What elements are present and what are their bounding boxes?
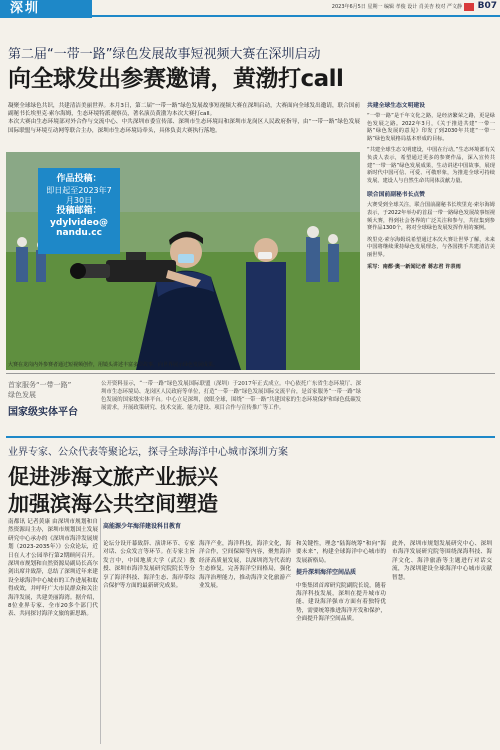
callout-deadline-2: 月30日 <box>65 196 93 205</box>
story2-column-4-text-2: 中集集团首席研究院副院长说，随着海洋科技发展，深圳在提升城市功能、建设海洋强市方面有着独特优势，需要统筹推进海洋开发和保护，全面提升海洋空间品质。 <box>296 582 386 623</box>
quote-paragraph: 公开资料显示，“一带一路”绿色发展国际联盟（深圳）于2017年正式成立。中心依托广东省生态环境厅、深圳市生态环境局、龙岗区人民政府等单位，打造“一带一路”绿色发展国际交流平台，是首家服务“一带一路”绿色发展的国家级实体平台。中心立足深圳，放眼全球，围绕“一带一路”共建国家的生态环境保护和绿色低碳发展需求，开展政策研究、技术交流、能力建设、项目合作与宣传推广等工作。 <box>101 381 361 411</box>
sidebar-paragraph-3: 大赛受到全球关注，联合国前副秘书长埃里克·索尔海姆表示，于2022年举办的首届一带一路绿色发展故事短视频大赛，得到社会各界的广泛关注和参与，共征集到参赛作品1300个，将对全球绿色发展发挥作用的案例。 <box>367 202 495 232</box>
story2-column-5: 此外，深圳市规划发展研究中心、深圳市海洋发展研究院等围绕深海科技、海洋文化、海洋旅游等主题进行对话交流，为深圳建设全球海洋中心城市贡献智慧。 <box>392 541 492 581</box>
submission-callout <box>38 168 120 254</box>
story1-headline: 向全球发出参赛邀请，黄渤打call <box>8 66 344 92</box>
sidebar-title-1: 共建全球生态文明建设 <box>367 103 425 109</box>
promo-line-1: 首家服务“一带一路” <box>8 381 72 389</box>
sidebar-paragraph-1: “一带一路”是千年文化之路，是经济繁荣之路，更是绿色发展之路。2022年3月，《关于推进共建“一带一路”绿色发展的意见》印发了到2030年共建“一带一路”绿色发展格局基本形成的目标。 <box>367 113 495 142</box>
sidebar-paragraph-4: 埃里克·索尔海姆说希望通过本次大赛让世界了解，未来中国将继续秉持绿色发展理念，与各国携手共建清洁美丽世界。 <box>367 236 495 258</box>
story2-headline-1: 促进涉海文旅产业振兴 <box>8 465 218 489</box>
lead-paragraph-1: 凝聚全球绿色共识，共建清洁美丽世界。本月3日，第二届“一带一路”绿色发展故事短视频大赛在深圳启动，大赛面向全球发出邀请，联合国前副秘书长埃里克·索尔海姆，生态环境特派观察员，著名演员黄渤为本次大赛打call。 <box>8 103 360 118</box>
callout-email-label: 投稿邮箱： <box>56 206 102 216</box>
story2-column-2: 论坛分设开幕致辞、演讲环节、专家对话、公众发言等环节。在专家主旨发言中，中国地质大学（武汉）教授、深圳市海洋发展研究院院长等分享了海洋科技、海洋生态、海岸带综合保护等方面的最新研究成果。 <box>103 541 195 590</box>
callout-email-1: ydylvideo@ <box>50 218 108 228</box>
story2-subhead-2: 提升深圳海洋空间品质 <box>296 569 357 577</box>
promo-line-2: 绿色发展 <box>8 391 36 399</box>
story2-kicker: 业界专家、公众代表等聚论坛，探寻全球海洋中心城市深圳方案 <box>8 447 288 458</box>
photo-caption: 大赛在龙岗内外参赛者通过短视频创作，用镜头讲述丰富多彩故事，向世界展示绿色发展成果。 <box>8 362 219 368</box>
story2-column-3: 海洋产业，海洋科技，海洋文化，海洋合作，空间保障等内容，聚焦海洋经济高质量发展，以深圳湾为代表的生态修复，完善海洋空间格局，强化海洋治理能力，推动海洋文化旅游产业发展。 <box>199 541 291 590</box>
story2-subhead-1: 高能源少年海洋建设科目教育 <box>103 523 182 530</box>
divider-1 <box>6 373 495 374</box>
divider-2 <box>6 436 495 438</box>
promo-box <box>8 380 93 418</box>
callout-title: 作品投稿： <box>56 174 102 184</box>
section-tab: 深圳 <box>0 0 92 18</box>
column-divider <box>100 518 101 744</box>
page-flag-icon <box>464 3 474 11</box>
story2-column-4 <box>296 540 386 624</box>
story1-sidebar <box>367 100 495 275</box>
story1-kicker: 第二届“一带一路”绿色发展故事短视频大赛在深圳启动 <box>8 47 321 62</box>
page-header <box>0 0 500 18</box>
callout-deadline-1: 即日起至2023年7 <box>46 186 112 195</box>
story2-column-4-text: 和关键性，理念“陆海统筹”和向“海要未来”，构建全球海洋中心城市的发展新格局。 <box>296 541 386 564</box>
lead-paragraph-2: 本次大赛由生态环境部对外合作与交流中心、中共深圳市委宣传部、深圳市生态环境局和深圳市龙岗区人民政府指导，由“一带一路”绿色发展国际联盟与环境互动网等联合主办，深圳市生态环境局牵头，具体负责大赛执行落地。 <box>8 119 360 134</box>
promo-line-3: 国家级实体平台 <box>8 407 78 418</box>
header-rule <box>92 15 500 17</box>
callout-email-2: nandu.cc <box>56 228 102 238</box>
story2-headline-2: 加强滨海公共空间塑造 <box>8 492 218 516</box>
story1-lead <box>8 102 360 135</box>
page-number: B07 <box>477 1 497 11</box>
sidebar-credit: 采写：南都·奥一新闻记者 蒋志君 许表雨 <box>367 263 461 270</box>
sidebar-title-2: 联合国前副秘书长点赞 <box>367 192 425 199</box>
date-line: 2023年6月5日 星期一 编辑 孝俊 设计 肖美杏 校对 严文静 <box>331 4 462 10</box>
sidebar-paragraph-2: “共建全球生态文明建设，中国在行动。”生态环境部有关负责人表示，希望通过更多的参赛作品，深入宣传共建“一带一路”绿色发展成果，生动讲述中国故事，展现新时代中国可信、可爱、可敬形象，为推进全球可持续发展、建设人与自然生命共同体贡献力量。 <box>367 147 495 184</box>
story2-column-1: 南都讯 记者黄康 由深圳市规划和自然资源局主办，深圳市规划国土发展研究中心承办的《深圳市海洋发展规划（2023-2035年）》公众论坛，近日在人才公园举行第2期顾问召开。深圳市规划和自然资源局副局长高尔剑出席并致辞，总结了深圳近年来建设全球海洋中心城市的工作进展和取得成效，并呼吁广大市民群众和关注海洋发展，共建美丽海湾。据介绍，8位业界专家、全市20多个部门代表、共同探讨海洋文旅的新思路。 <box>8 519 98 618</box>
